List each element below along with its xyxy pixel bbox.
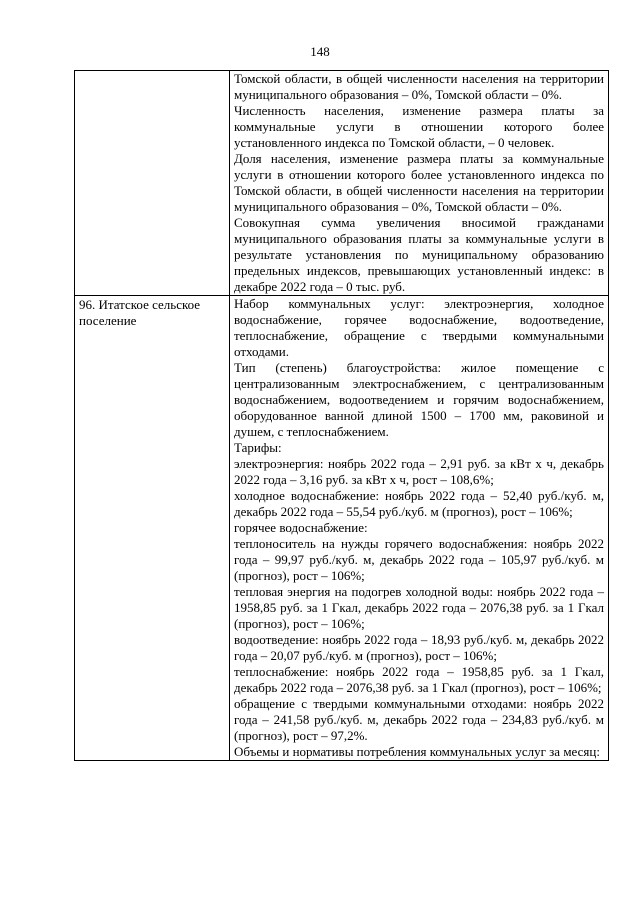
table-row bbox=[75, 71, 609, 296]
municipality-cell bbox=[75, 296, 230, 761]
paragraph: Тип (степень) благоустройства: жилое помещение с централизованным электроснабжением, с централизованным водоснабжением, водоотведением и горячим водоснабжением, оборудованное ванной длиной 1500 – 1700 мм, раковиной и душем, с теплоснабжением. bbox=[234, 360, 604, 439]
paragraph: Численность населения, изменение размера платы за коммунальные услуги в отношении которого более установленного индекса по Томской области, – 0 человек. bbox=[234, 103, 604, 150]
municipality-name bbox=[79, 71, 225, 72]
paragraph: Совокупная сумма увеличения вносимой гражданами муниципального образования платы за коммунальные услуги в результате установления по муниципальному образованию предельных индексов, превышающих установленный индекс: в декабре 2022 года – 0 тыс. руб. bbox=[234, 215, 604, 294]
municipality-cell bbox=[75, 71, 230, 296]
table-row bbox=[75, 296, 609, 761]
paragraph: Набор коммунальных услуг: электроэнергия, холодное водоснабжение, горячее водоснабжение, водоотведение, теплоснабжение, обращение с твердыми коммунальными отходами. bbox=[234, 296, 604, 359]
document-table bbox=[74, 70, 609, 761]
paragraph: тепловая энергия на подогрев холодной воды: ноябрь 2022 года – 1958,85 руб. за 1 Гкал, декабрь 2022 года – 2076,38 руб. за 1 Гкал (прогноз), рост – 106%; bbox=[234, 584, 604, 631]
paragraph: Тарифы: bbox=[234, 440, 282, 455]
municipality-name: 96. Итатское сельское поселение bbox=[79, 297, 201, 328]
paragraph: теплоснабжение: ноябрь 2022 года – 1958,85 руб. за 1 Гкал, декабрь 2022 года – 2076,38 руб. за 1 Гкал (прогноз), рост – 106%; bbox=[234, 664, 604, 695]
paragraph: электроэнергия: ноябрь 2022 года – 2,91 руб. за кВт х ч, декабрь 2022 года – 3,16 руб. за кВт х ч, рост – 108,6%; bbox=[234, 456, 604, 487]
paragraph: Томской области, в общей численности населения на территории муниципального образования – 0%, Томской области – 0%. bbox=[234, 71, 604, 102]
paragraph: Объемы и нормативы потребления коммунальных услуг за месяц: bbox=[234, 744, 600, 759]
page-number: 148 bbox=[310, 44, 330, 59]
description-cell bbox=[230, 71, 609, 296]
paragraph: холодное водоснабжение: ноябрь 2022 года – 52,40 руб./куб. м, декабрь 2022 года – 55,54 руб./куб. м (прогноз), рост – 106%; bbox=[234, 488, 604, 519]
paragraph: горячее водоснабжение: bbox=[234, 520, 368, 535]
description-cell bbox=[230, 296, 609, 761]
paragraph: Доля населения, изменение размера платы за коммунальные услуги в отношении которого более установленного индекса по Томской области, в общей численности населения на территории муниципального образования – 0%, Томской области – 0%. bbox=[234, 151, 604, 214]
paragraph: водоотведение: ноябрь 2022 года – 18,93 руб./куб. м, декабрь 2022 года – 20,07 руб./куб. м (прогноз), рост – 106%; bbox=[234, 632, 604, 663]
paragraph: обращение с твердыми коммунальными отходами: ноябрь 2022 года – 241,58 руб./куб. м, декабрь 2022 года – 234,83 руб./куб. м (прогноз), рост – 97,2%. bbox=[234, 696, 604, 743]
paragraph: теплоноситель на нужды горячего водоснабжения: ноябрь 2022 года – 99,97 руб./куб. м, декабрь 2022 года – 105,97 руб./куб. м (прогноз), рост – 106%; bbox=[234, 536, 604, 583]
